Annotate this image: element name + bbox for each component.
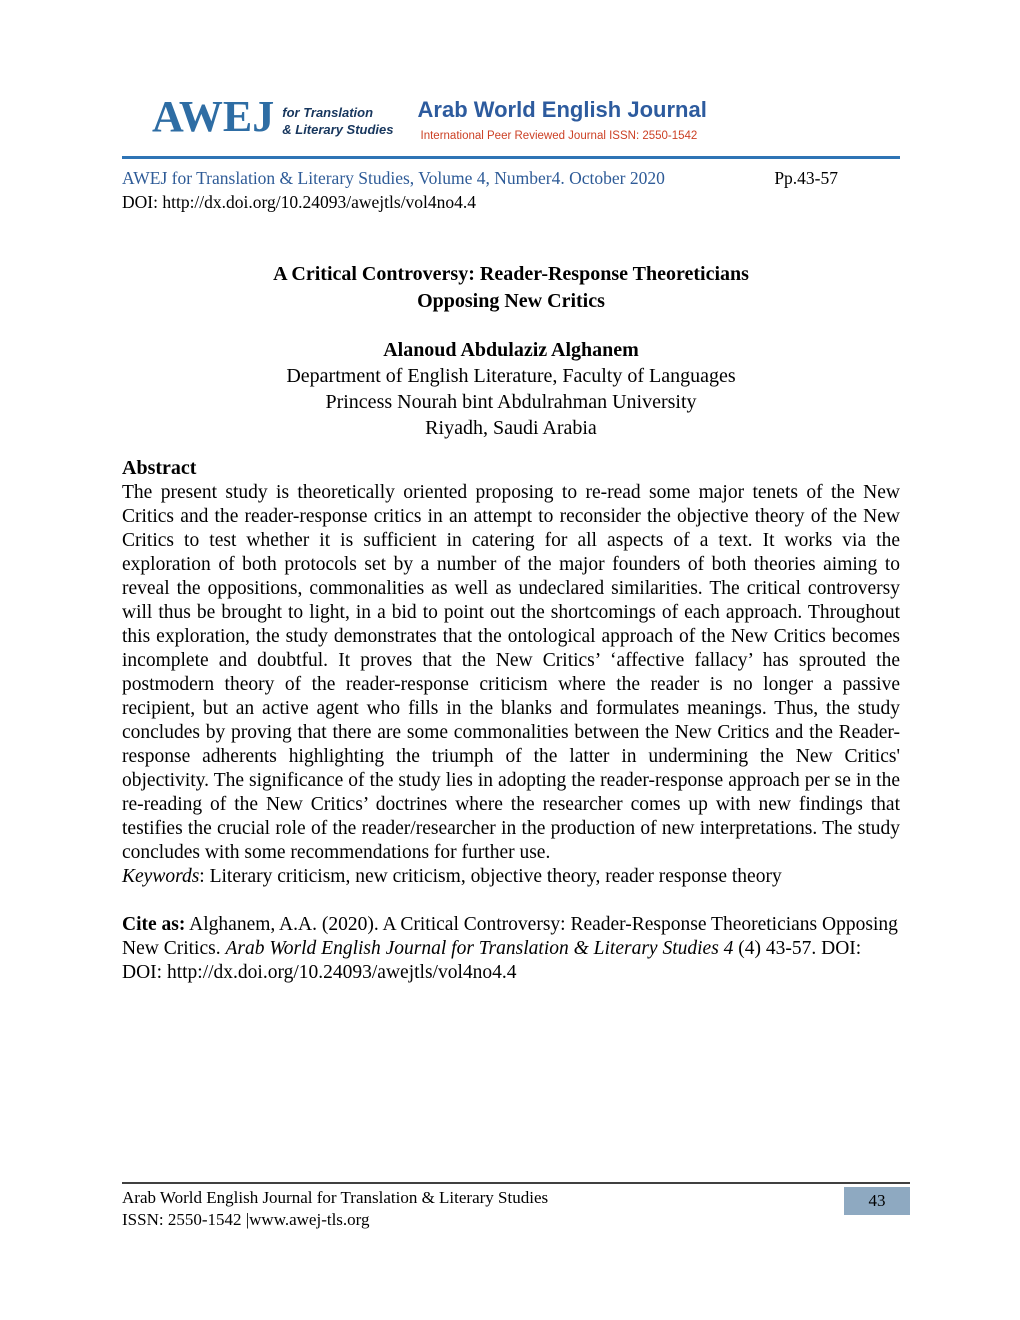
footer-issn-url: ISSN: 2550-1542 |www.awej-tls.org	[122, 1210, 370, 1230]
masthead-logo-row	[152, 92, 900, 142]
keywords-text: : Literary criticism, new criticism, objective theory, reader response theory	[199, 866, 782, 887]
header-rule	[122, 156, 900, 159]
awej-tagline-line2: & Literary Studies	[282, 121, 394, 137]
keywords-label: Keywords	[122, 866, 200, 887]
abstract-body: The present study is theoretically oriented proposing to re-read some major tenets of the New Critics and the reader-response critics in an attempt to reconsider the objective theory of the New Critics to test whether it is sufficient in catering for all aspects of a text. It works via the exploration of both protocols set by a number of the major founders of both theories aiming to reveal the oppositions, commonalities as well as undeclared similarities. The critical controversy will thus be brought to light, in a bid to point out the shortcomings of each approach. Throughout this exploration, the study demonstrates that the ontological approach of the New Critics becomes incomplete and doubtful. It proves that the New Critics’ ‘affective fallacy’ has sprouted the postmodern theory of the reader-response criticism where the reader is no longer a passive recipient, but an active agent who fills in the blanks and formulates meanings. Thus, the study concludes by proving that there are some commonalities between the New Critics and the Reader-response adherents highlighting the triumph of the latter in undermining the New Critics' objectivity. The significance of the study lies in adopting the reader-response approach per se in the re-reading of the New Critics’ doctrines where the researcher comes up with new findings that testifies the crucial role of the reader/researcher in the production of new interpretations. The study concludes with some recommendations for further use.	[122, 482, 900, 863]
page-content	[122, 92, 900, 985]
abstract-heading: Abstract	[122, 457, 197, 479]
article-title-line2: Opposing New Critics	[417, 290, 605, 312]
journal-masthead	[122, 92, 900, 213]
awej-tagline-line1: for Translation	[282, 105, 374, 120]
author-affiliation-university: Princess Nourah bint Abdulrahman University	[325, 391, 697, 413]
page-footer	[122, 1182, 910, 1231]
author-affiliation-city: Riyadh, Saudi Arabia	[425, 417, 597, 439]
issue-info: AWEJ for Translation & Literary Studies, Volume 4, Number4. October 2020	[122, 168, 665, 188]
issue-info-row	[122, 168, 900, 189]
article-title	[122, 261, 900, 315]
doi-line: DOI: http://dx.doi.org/10.24093/awejtls/vol4no4.4	[122, 192, 477, 212]
keywords-line	[122, 865, 900, 889]
article-title-line1: A Critical Controversy: Reader-Response Theoreticians	[273, 263, 749, 285]
citation-text-before: Alghanem, A.A. (2020). A Critical Controversy: Reader-Response Theoreticians Opposing New Critics.	[122, 914, 898, 959]
citation-block	[122, 913, 900, 985]
journal-subtitle: International Peer Reviewed Journal ISSN: 2550-1542	[420, 130, 698, 142]
citation-journal-italic: Arab World English Journal for Translation & Literary Studies 4	[225, 938, 734, 959]
citation-text-after: (4) 43-57. DOI: DOI: http://dx.doi.org/10.24093/awejtls/vol4no4.4	[122, 938, 862, 983]
footer-journal-name: Arab World English Journal for Translation & Literary Studies	[122, 1188, 549, 1207]
journal-title-block	[418, 97, 707, 142]
author-affiliation-department: Department of English Literature, Faculty of Languages	[286, 365, 736, 387]
cite-as-label: Cite as:	[122, 914, 186, 935]
awej-logo-text: AWEJ	[152, 92, 275, 141]
journal-title: Arab World English Journal	[417, 97, 707, 122]
awej-logo	[152, 92, 394, 141]
page-number-box: 43	[844, 1187, 910, 1215]
author-name: Alanoud Abdulaziz Alghanem	[383, 339, 639, 361]
author-block	[122, 337, 900, 441]
issue-page-range: Pp.43-57	[774, 168, 838, 188]
awej-logo-tagline	[282, 105, 393, 139]
footer-text	[122, 1187, 548, 1231]
